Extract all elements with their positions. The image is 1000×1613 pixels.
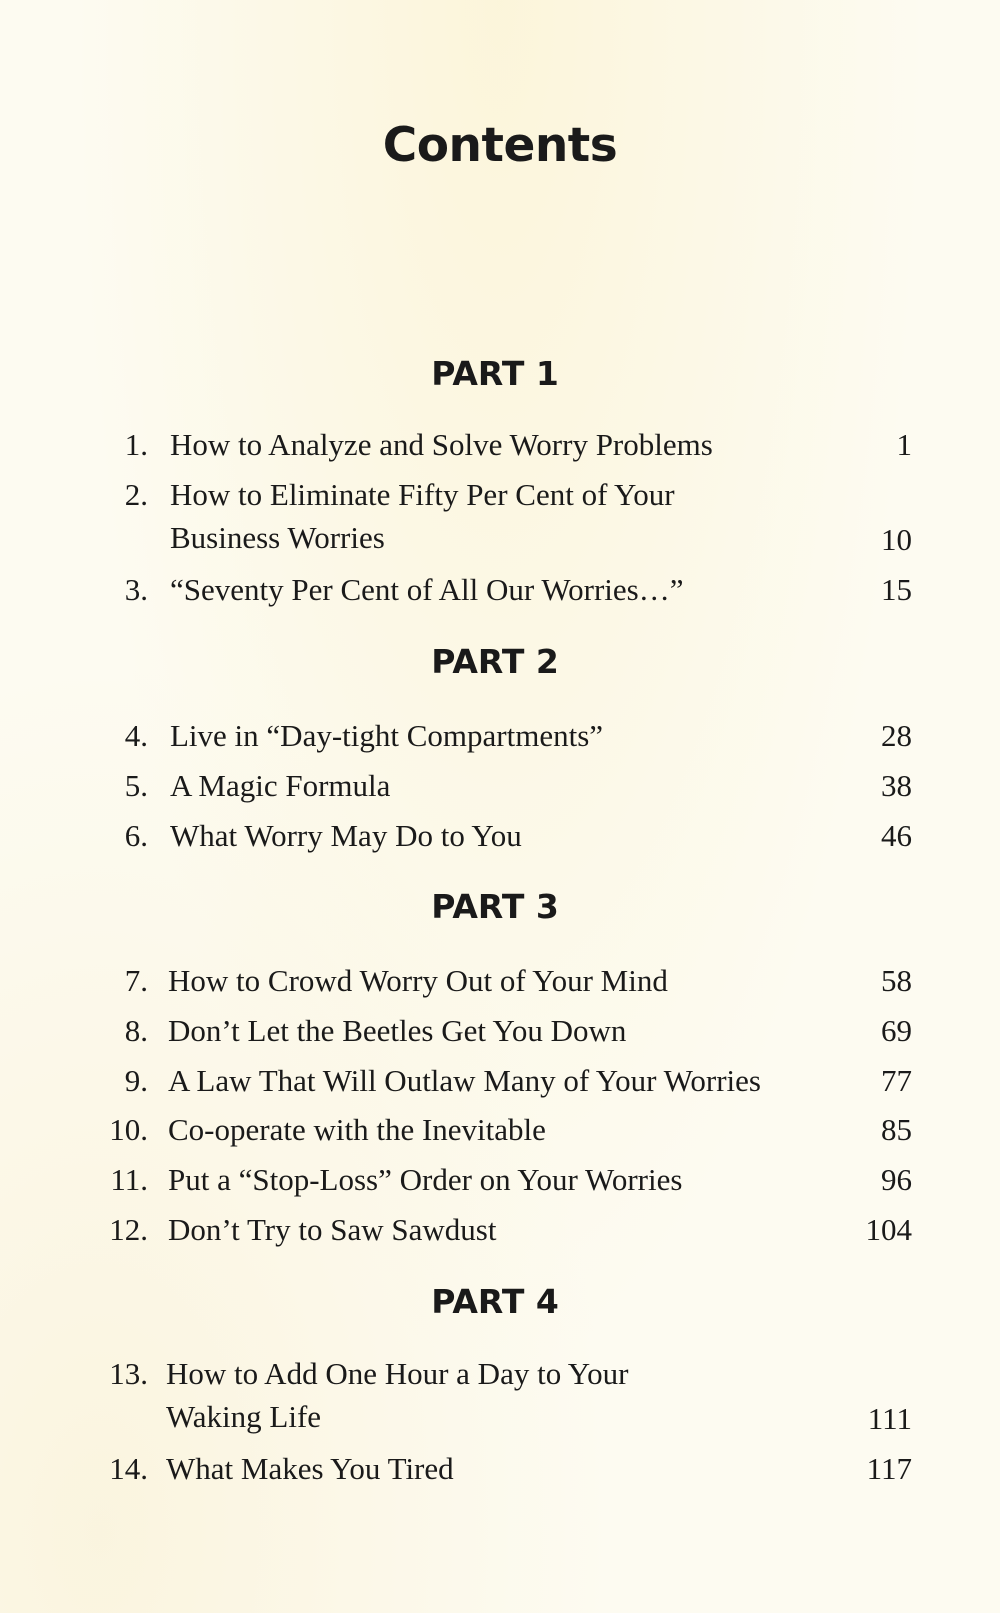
chapter-number: 6. — [124, 818, 148, 853]
part-heading-3: PART 3 — [431, 887, 559, 926]
chapter-page: 38 — [881, 768, 912, 803]
chapter-title: What Makes You Tired — [166, 1451, 454, 1486]
chapter-title: Put a “Stop-Loss” Order on Your Worries — [168, 1162, 683, 1197]
chapter-page: 117 — [866, 1451, 912, 1486]
chapter-page: 28 — [881, 718, 912, 753]
chapter-title: “Seventy Per Cent of All Our Worries…” — [170, 572, 684, 607]
chapter-title: How to Add One Hour a Day to Your Waking Life — [166, 1356, 629, 1434]
chapter-number: 4. — [124, 718, 148, 753]
chapter-title: How to Analyze and Solve Worry Problems — [170, 427, 713, 462]
page-title: Contents — [382, 118, 618, 173]
chapter-title: What Worry May Do to You — [170, 818, 522, 853]
chapter-title: Co-operate with the Inevitable — [168, 1112, 546, 1147]
chapter-page: 85 — [881, 1112, 912, 1147]
chapter-number: 3. — [124, 572, 148, 607]
chapter-title: Don’t Let the Beetles Get You Down — [168, 1013, 627, 1048]
chapter-page: 69 — [881, 1013, 912, 1048]
chapter-number: 2. — [124, 477, 148, 512]
chapter-number: 5. — [124, 768, 148, 803]
chapter-title: Don’t Try to Saw Sawdust — [168, 1212, 497, 1247]
chapter-page: 77 — [881, 1063, 912, 1098]
chapter-title: How to Crowd Worry Out of Your Mind — [168, 963, 668, 998]
chapter-page: 1 — [896, 427, 912, 462]
chapter-page: 15 — [881, 572, 912, 607]
chapter-number: 8. — [124, 1013, 148, 1048]
chapter-number: 13. — [109, 1356, 148, 1391]
chapter-title: Live in “Day-tight Compartments” — [170, 718, 604, 753]
part-heading-4: PART 4 — [431, 1282, 559, 1321]
chapter-page: 111 — [867, 1401, 912, 1436]
chapter-title: A Law That Will Outlaw Many of Your Worries — [168, 1063, 761, 1098]
chapter-title: A Magic Formula — [170, 768, 391, 803]
chapter-number: 12. — [109, 1212, 148, 1247]
chapter-page: 104 — [865, 1212, 912, 1247]
part-heading-2: PART 2 — [431, 642, 559, 681]
chapter-number: 10. — [109, 1112, 148, 1147]
chapter-number: 9. — [124, 1063, 148, 1098]
chapter-page: 46 — [881, 818, 912, 853]
chapter-number: 14. — [109, 1451, 148, 1486]
chapter-page: 58 — [881, 963, 912, 998]
chapter-page: 10 — [881, 522, 912, 557]
chapter-number: 7. — [124, 963, 148, 998]
chapter-number: 1. — [124, 427, 148, 462]
chapter-page: 96 — [881, 1162, 912, 1197]
chapter-number: 11. — [110, 1162, 148, 1197]
part-heading-1: PART 1 — [431, 354, 559, 393]
chapter-title: How to Eliminate Fifty Per Cent of Your Business Worries — [170, 477, 675, 555]
